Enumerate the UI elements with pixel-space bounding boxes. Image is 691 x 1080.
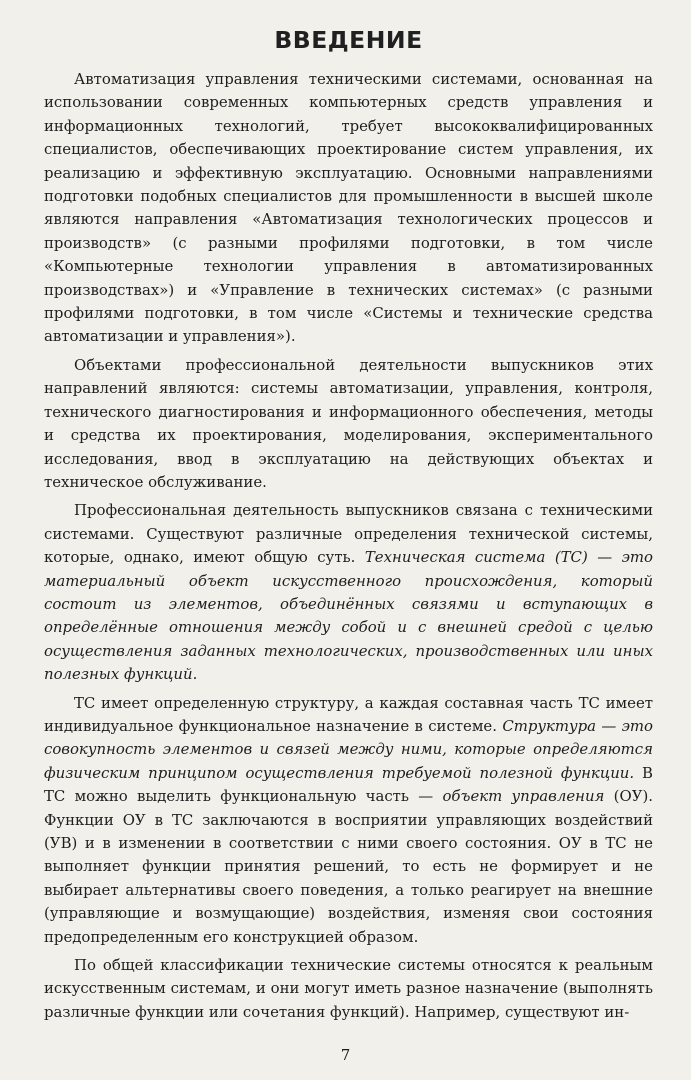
paragraph-4-text-a: ТС имеет определенную структуру, а каждая составная часть ТС имеет индивидуальное функциональное назначение в системе.: [44, 693, 653, 735]
paragraph-4: [44, 692, 653, 949]
paragraph-5-text: По общей классификации технические системы относятся к реальным искусственным системам, и они могут иметь разное назначение (выполнять различные функции или сочетания функций). Например, существуют ин-: [44, 956, 653, 1021]
body-text: [44, 68, 653, 1024]
paragraph-4-text-c: (ОУ). Функции ОУ в ТС заключаются в восприятии управляющих воздействий (УВ) и в изменении в соответствии с ними своего состояния. ОУ в ТС не выполняет функции принятия решений, то есть не формирует и не выбирает альтернативы своего поведения, а только реагирует на внешние (управляющие и возмущающие) воздействия, изменяя свои состояния предопределенным его конструкцией образом.: [44, 787, 653, 946]
paragraph-3-text: Профессиональная деятельность выпускников связана с техническими системами. Существуют различные определения технической системы, которые, однако, имеют общую суть.: [44, 501, 653, 567]
chapter-title: ВВЕДЕНИЕ: [274, 26, 423, 54]
paragraph-1: [44, 68, 653, 349]
paragraph-5: [44, 954, 653, 1024]
paragraph-1-text: Автоматизация управления техническими системами, основанная на использовании современных компьютерных средств управления и информационных технологий, требует высококвалифицированных специалистов, обеспечивающих проектирование систем управления, их реализацию и эффективную эксплуатацию. Основными направлениями подготовки подобных специалистов для промышленности в высшей школе являются направления «Автоматизация технологических процессов и производств» (с разными профилями подготовки, в том числе «Компьютерные технологии управления в автоматизированных производствах») и «Управление в технических системах» (с разными профилями подготовки, в том числе «Системы и технические средства автоматизации и управления»).: [44, 70, 653, 346]
paragraph-3: [44, 499, 653, 686]
definition-technical-system: Техническая система (ТС) — это материальный объект искусственного происхождения, который состоит из элементов, объединённых связями и вступающих в определённые отношения между собой и с внешней средой с целью осуществления заданных технологических, производственных или иных полезных функций.: [44, 548, 654, 684]
paragraph-2: [44, 354, 653, 494]
definition-structure: Структура — это совокупность элементов и связей между ними, которые определяются физическим принципом осуществления требуемой полезной функции.: [44, 716, 654, 782]
page-number: 7: [340, 1046, 351, 1064]
term-control-object: объект управления: [442, 787, 605, 806]
paragraph-2-text: Объектами профессиональной деятельности выпускников этих направлений являются: системы автоматизации, управления, контроля, технического диагностирования и информационного обеспечения, методы и средства их проектирования, моделирования, экспериментального исследования, ввод в эксплуатацию на действующих объектах и техническое обслуживание.: [44, 355, 653, 491]
paragraph-4-text-b: В ТС можно выделить функциональную часть —: [44, 763, 653, 806]
